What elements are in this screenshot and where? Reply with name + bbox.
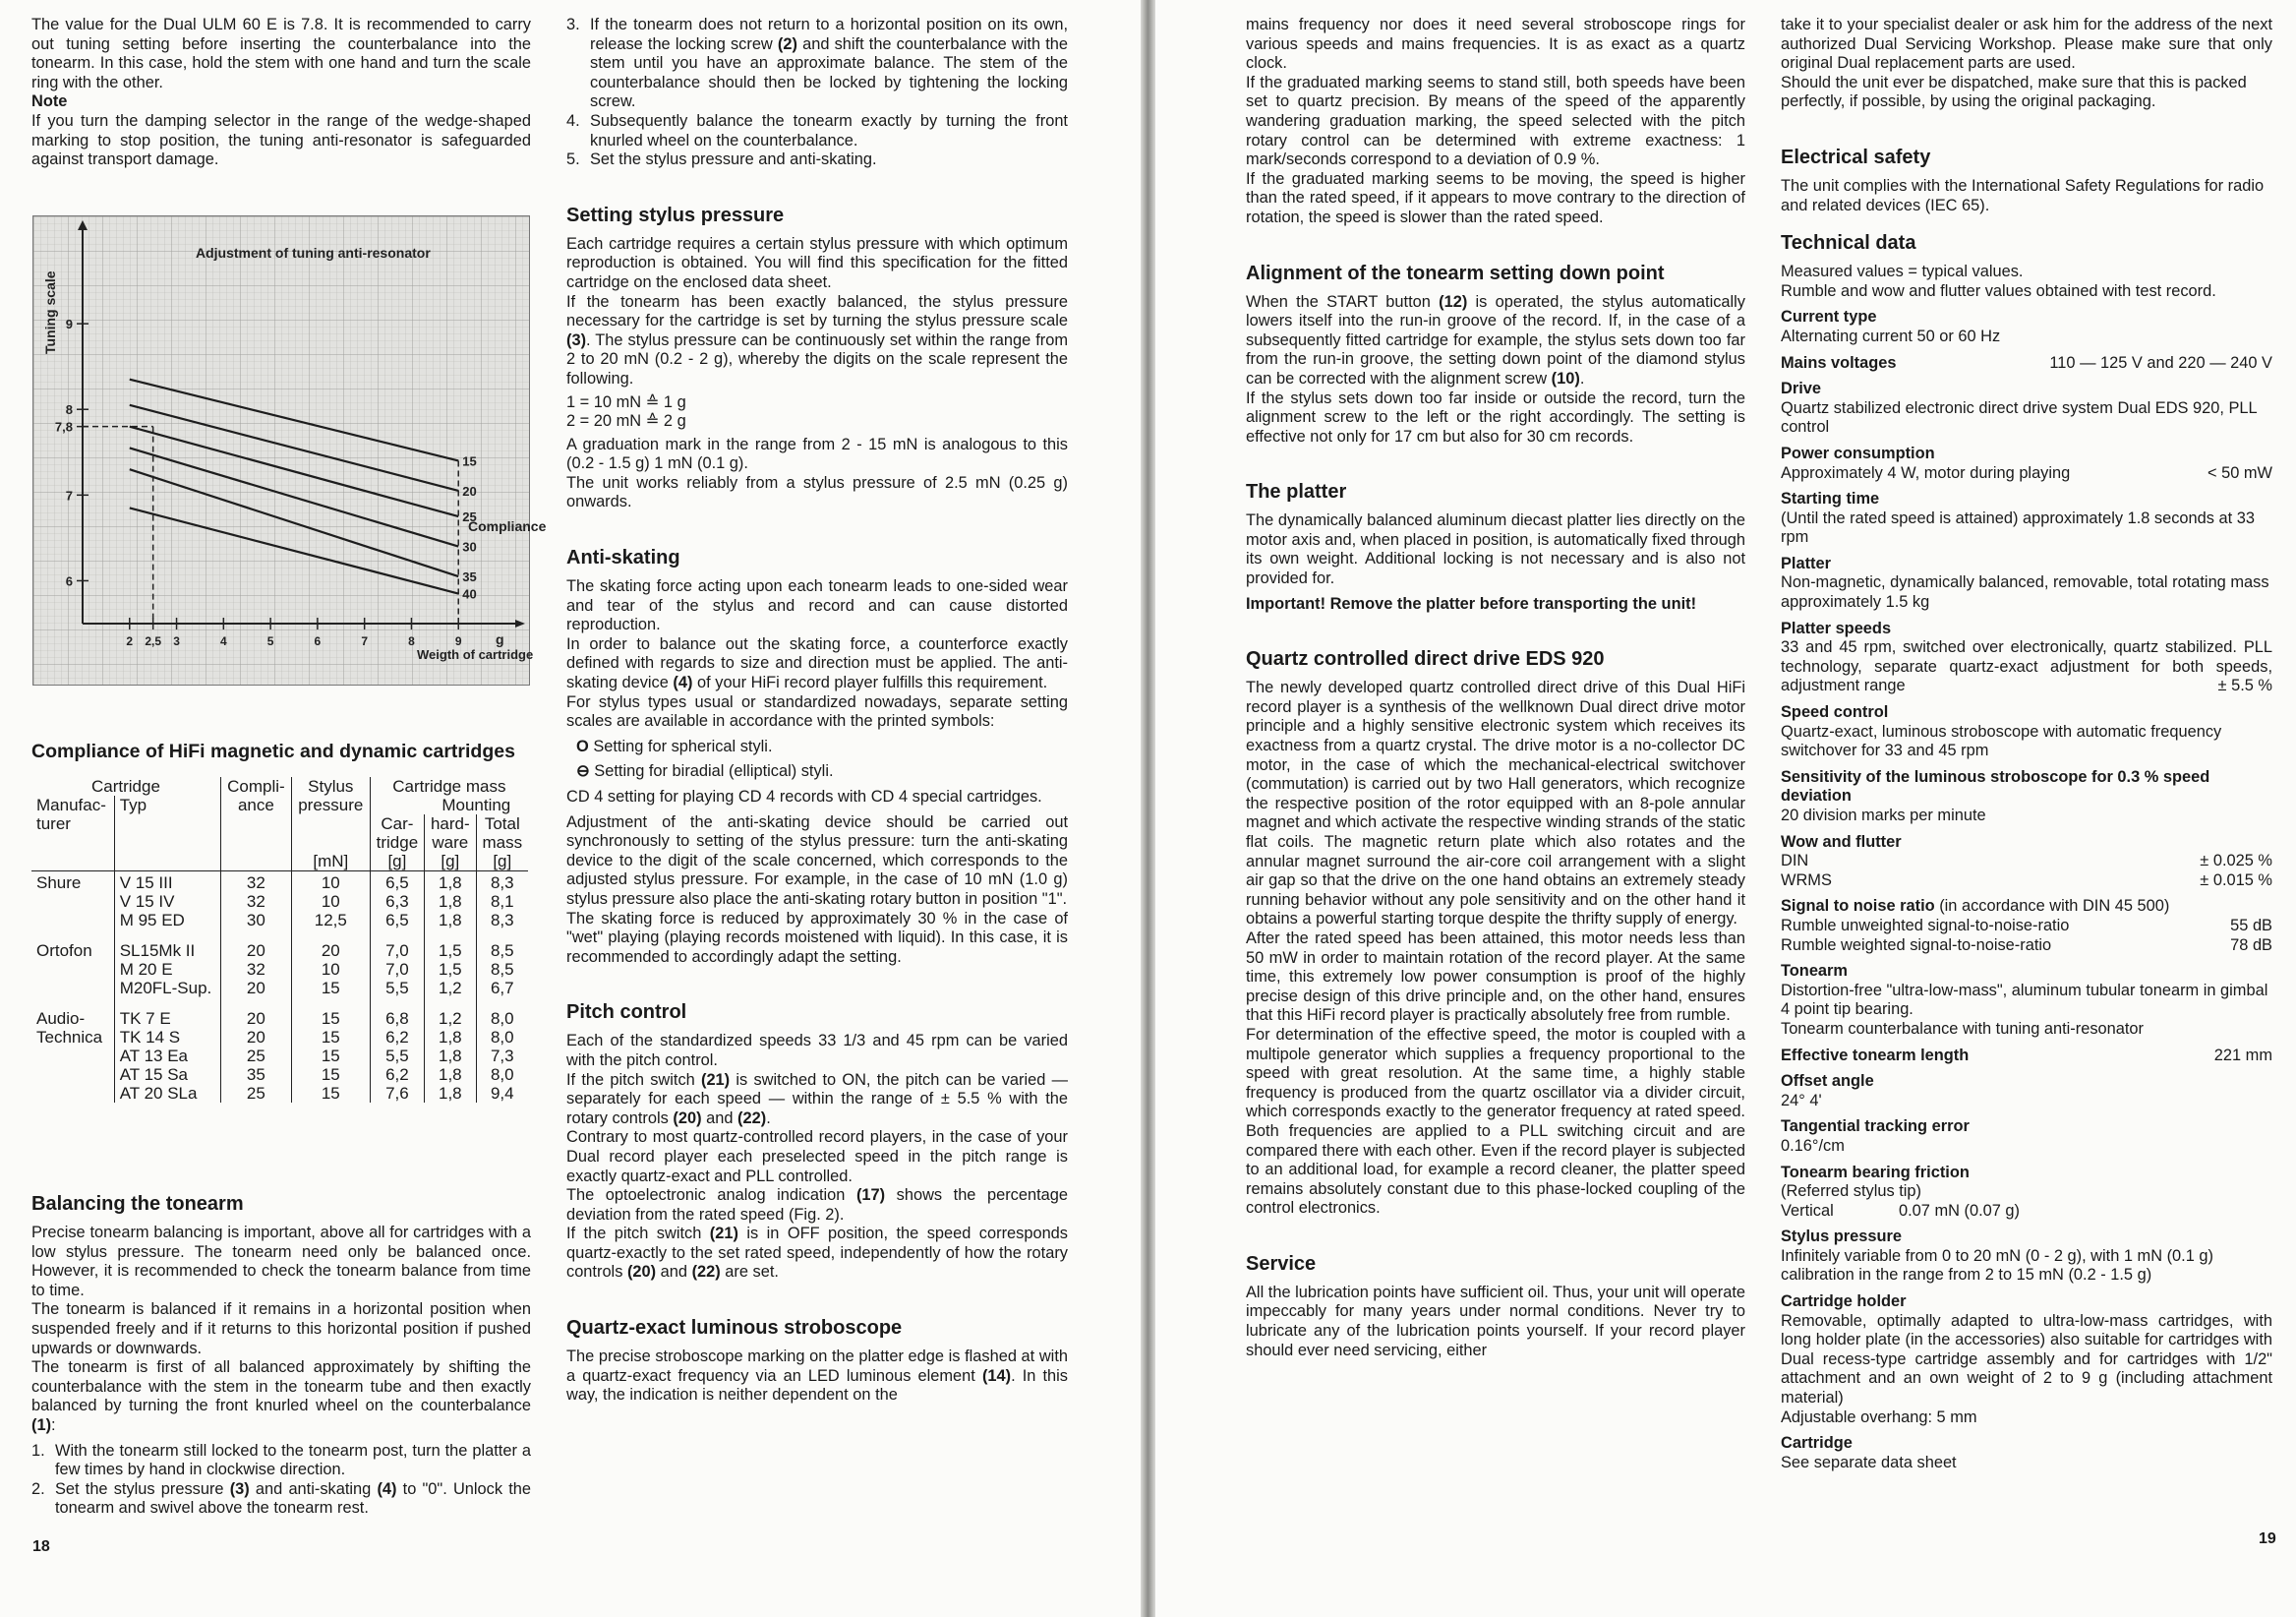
quartz-p3: For determination of the effective speed, the motor is coupled with a multipole generator which supplies a frequency proportional to the speed with great resolution. At the same time, a highly stable frequency is produced from the quartz oscillator via a divider circuit, which corresponds exactly to the generator frequency at rated speed. Both frequencies are applied to a PLL switching circuit and are compared there with each other. Even if the record player is subjected to an additional load, for example a record cleaner, the platter speed remains absolutely constant due to this phase-locked coupling of the control electronics. — [1246, 1025, 1745, 1218]
cell-hardware-mass: 1,2 — [425, 997, 476, 1028]
th-cartridge-mass: Cartridge mass — [392, 777, 506, 796]
service-p1: All the lubrication points have sufficient oil. Thus, your unit will operate impeccably for many years under normal conditions. Never try to lubricate any of the lubrication points yourself. If your record player should ever need servicing, either — [1246, 1283, 1745, 1359]
table-row — [31, 1028, 528, 1047]
cell-total-mass: 6,7 — [490, 979, 514, 997]
cell-typ: AT 20 SLa — [114, 1084, 220, 1103]
chart-x-unit: g — [496, 631, 504, 647]
snr-r2-label: Rumble weighted signal-to-noise-ratio — [1781, 935, 2052, 954]
unit-g-cartridge: [g] — [370, 852, 424, 871]
cell-stylus-pressure: 15 — [291, 1084, 370, 1103]
quartz-p1: The newly developed quartz controlled direct drive of this Dual HiFi record player is a synthesis of the wellknown Dual direct drive motor principle and a highly sensitive electronic system which receives its exactness from a quartz crystal. The drive motor is a no-collector DC motor, in the case of which the mechanical-electrical switchover (commutation) is carried out by two Hall generators, which recognize the respective position of the rotor equipped with an 8-pole annular magnet and which activate the respective winding strands of the static flat coils. The magnetic return plate which also rotates and the annular magnet surround the air-core coil arrangement with a slight air gap so that the drive on the one hand obtains an extremely steady running behavior without any pole sensitivity and on the other hand it obtains a powerful starting torque despite the thrifty supply of energy. — [1246, 679, 1745, 928]
table-row — [31, 1065, 528, 1084]
cell-total-mass: 8,0 — [490, 1028, 514, 1047]
stylus-p1: Each cartridge requires a certain stylus pressure with which optimum reproduction is obtained. You will find this specification for the fitted cartridge on the enclosed data sheet. — [566, 234, 1068, 291]
balancing-step-2: 2. Set the stylus pressure (3) and anti-skating (4) to "0". Unlock the tonearm and swivel above the tonearm rest. — [31, 1479, 532, 1518]
left-column-2 — [566, 16, 1068, 1406]
chart-series-label: 30 — [462, 539, 477, 555]
offset-value: 24° 4' — [1781, 1091, 1822, 1109]
cell-hardware-mass: 1,5 — [425, 960, 476, 979]
cell-manufacturer — [31, 960, 114, 979]
cell-cartridge-mass: 6,5 — [370, 871, 424, 893]
cell-cartridge-mass: 7,0 — [370, 960, 424, 979]
cell-compliance: 20 — [220, 997, 291, 1028]
cartridge-holder-value-2: Adjustable overhang: 5 mm — [1781, 1407, 1977, 1426]
strobe-cont-p3: If the graduated marking seems to be moving, the speed is higher than the rated speed, if it appears to move contrary to the direction of rotation, the speed is slower than the rated speed. — [1246, 169, 1745, 226]
power-row — [1781, 464, 2272, 484]
chart-series-label: 40 — [462, 586, 477, 602]
snr-header — [1781, 897, 2272, 917]
chart-series-label: 15 — [462, 453, 477, 469]
cell-total-mass: 9,4 — [490, 1084, 514, 1103]
chart-x-tick-label: 2,5 — [145, 634, 162, 648]
balancing-section — [31, 1192, 531, 1519]
cell-stylus-pressure: 15 — [291, 1028, 370, 1047]
stylus-p2: If the tonearm has been exactly balanced, the stylus pressure necessary for the cartridge is set by turning the stylus pressure scale (3). The stylus pressure can be continuously set within the range from 2 to 20 mN (0.2 - 2 g), whereby the digits on the scale represent the following. — [566, 292, 1068, 388]
pitch-heading: Pitch control — [566, 1001, 687, 1024]
chart-svg — [33, 216, 547, 685]
left-column-1 — [31, 16, 531, 170]
balancing-steps — [31, 1442, 531, 1519]
power-value: Approximately 4 W, motor during playing — [1781, 463, 2071, 482]
alignment-heading: Alignment of the tonearm setting down point — [1246, 262, 1665, 284]
stylus-eq-2: 2 = 20 mN ≙ 2 g — [566, 412, 686, 431]
cell-manufacturer: Technica — [31, 1028, 114, 1047]
tangential-label: Tangential tracking error — [1781, 1117, 1970, 1136]
th-mounting: Mounting — [442, 796, 511, 814]
quartz-drive-heading: Quartz controlled direct drive EDS 920 — [1246, 648, 1605, 671]
cell-hardware-mass: 1,8 — [425, 1065, 476, 1084]
cell-typ: M 95 ED — [114, 911, 220, 929]
offset-label: Offset angle — [1781, 1072, 1874, 1091]
wow-wrms-label: WRMS — [1781, 870, 1832, 889]
cell-cartridge-mass: 7,0 — [370, 929, 424, 960]
cell-total-mass: 8,5 — [490, 941, 514, 960]
platter-heading: The platter — [1246, 481, 1347, 504]
friction-vertical-label: Vertical — [1781, 1201, 1834, 1220]
stroboscope-heading: Quartz-exact luminous stroboscope — [566, 1317, 903, 1340]
cell-manufacturer — [31, 1065, 114, 1084]
chart-y-tick-label: 6 — [65, 573, 73, 589]
chart-y-tick-label: 7,8 — [54, 419, 73, 435]
balancing-heading: Balancing the tonearm — [31, 1193, 244, 1215]
cell-compliance: 25 — [220, 1084, 291, 1103]
platter-p1: The dynamically balanced aluminum diecast platter lies directly on the motor axis and, when placed in position, is automatically fixed through its own weight. Additional locking is not necessary and is also not provided for. — [1246, 511, 1745, 588]
cell-hardware-mass: 1,8 — [425, 1028, 476, 1047]
snr-r2-value: 78 dB — [2230, 935, 2272, 954]
table-row — [31, 1084, 528, 1103]
drive-value: Quartz stabilized electronic direct drive system Dual EDS 920, PLL control — [1781, 398, 2258, 437]
snr-r1-label: Rumble unweighted signal-to-noise-ratio — [1781, 916, 2070, 934]
sensitivity-value: 20 division marks per minute — [1781, 807, 1986, 824]
effective-length-value: 221 mm — [2213, 1046, 2272, 1064]
wow-wrms-row — [1781, 871, 2272, 891]
symbol-biradial: ⊖ Setting for biradial (elliptical) styli. — [576, 762, 834, 781]
snr-note: (in accordance with DIN 45 500) — [1939, 897, 2170, 916]
power-label: Power consumption — [1781, 444, 1935, 462]
anti-p5: The skating force is reduced by approximately 30 % in the case of "wet" playing (playing records moistened with liquid). In this case, it is recommended to accordingly adapt the setting. — [566, 909, 1068, 966]
wow-din-row — [1781, 852, 2272, 871]
current-type-value: Alternating current 50 or 60 Hz — [1781, 327, 2001, 345]
table-row — [31, 979, 528, 997]
unit-g-hardware: [g] — [425, 852, 476, 871]
tonearm-value: Distortion-free "ultra-low-mass", aluminum tubular tonearm in gimbal 4 point tip bearing. — [1781, 981, 2268, 1019]
chart-x-axis-label: Weigth of cartridge — [417, 647, 534, 662]
cell-manufacturer — [31, 1084, 114, 1103]
stylus-heading: Setting stylus pressure — [566, 204, 785, 226]
service-cont-p1: take it to your specialist dealer or ask him for the address of the next authorized Dual Servicing Workshop. Please make sure that only original Dual replacement parts are used. — [1781, 16, 2272, 73]
cell-manufacturer — [31, 979, 114, 997]
cell-cartridge-mass: 7,6 — [370, 1084, 424, 1103]
th-manufacturer: Manufac- turer — [31, 796, 114, 852]
balancing-step-4: 4. Subsequently balance the tonearm exactly by turning the front knurled wheel on the counterbalance. — [566, 111, 1068, 150]
cell-compliance: 32 — [220, 871, 291, 893]
table-row — [31, 892, 528, 911]
electrical-safety-p1: The unit complies with the International Safety Regulations for radio and related devices (IEC 65). — [1781, 176, 2265, 214]
cell-typ: SL15Mk II — [114, 929, 220, 960]
symbol-spherical: O Setting for spherical styli. — [576, 737, 773, 755]
cartridge-label: Cartridge — [1781, 1434, 1853, 1453]
cell-compliance: 32 — [220, 960, 291, 979]
th-cartridge-col: Car- tridge — [370, 814, 424, 852]
table-row — [31, 929, 528, 960]
chart-x-tick-label: 4 — [219, 634, 227, 648]
pitch-p2: If the pitch switch (21) is switched to ON, the pitch can be varied — separately for each speed — within the range of ± 5.5 % with the rotary controls (20) and (22). — [566, 1070, 1068, 1127]
cell-compliance: 35 — [220, 1065, 291, 1084]
tonearm-label: Tonearm — [1781, 962, 1849, 981]
wow-wrms-value: ± 0.015 % — [2200, 870, 2272, 889]
cell-compliance: 25 — [220, 1047, 291, 1065]
friction-note: (Referred stylus tip) — [1781, 1182, 1922, 1201]
speed-control-value: Quartz-exact, luminous stroboscope with automatic frequency switchover for 33 and 45 rpm — [1781, 722, 2222, 760]
book-gutter — [1141, 0, 1155, 1617]
cell-hardware-mass: 1,8 — [425, 911, 476, 929]
mains-voltages-row — [1781, 354, 2272, 374]
cell-compliance: 20 — [220, 929, 291, 960]
cell-hardware-mass: 1,8 — [425, 892, 476, 911]
cell-compliance: 30 — [220, 911, 291, 929]
chart-series-label: 35 — [462, 569, 477, 585]
cell-total-mass: 8,3 — [490, 873, 514, 892]
th-cartridge: Cartridge — [31, 777, 220, 796]
intro-paragraph: The value for the Dual ULM 60 E is 7.8. It is recommended to carry out tuning setting before inserting the counterbalance into the tonearm. In this case, hold the stem with one hand and turn the scale ring with the other. — [31, 16, 531, 91]
table-row — [31, 871, 528, 893]
anti-skating-heading: Anti-skating — [566, 547, 680, 569]
wow-label: Wow and flutter — [1781, 832, 1902, 851]
cell-manufacturer: Shure — [31, 871, 114, 893]
cell-total-mass: 7,3 — [490, 1047, 514, 1065]
chart-x-tick-label: 8 — [408, 634, 415, 648]
cell-total-mass: 8,0 — [490, 1009, 514, 1028]
balancing-p3: The tonearm is first of all balanced approximately by shifting the counterbalance with the stem in the tonearm tube and then exactly balanced by turning the front knurled wheel on the counterbalance (1): — [31, 1358, 531, 1434]
tangential-value: 0.16°/cm — [1781, 1136, 1845, 1155]
chart-x-tick-label: 5 — [266, 634, 274, 648]
chart-y-tick-label: 9 — [65, 317, 73, 332]
friction-label: Tonearm bearing friction — [1781, 1163, 1970, 1181]
cell-compliance: 20 — [220, 1028, 291, 1047]
power-value-2: < 50 mW — [2207, 463, 2272, 482]
symbol-cd4: CD 4 setting for playing CD 4 records with CD 4 special cartridges. — [566, 788, 1042, 806]
platter-speeds-range: ± 5.5 % — [2217, 677, 2272, 695]
strobe-cont-p2: If the graduated marking seems to stand still, both speeds have been set to quartz precision. By means of the speed of the apparently wandering graduation marking, the speed selected with the pitch rotary control can be determined with extreme exactness: 1 mark/seconds correspond to a deviation of 0.9 %. — [1246, 73, 1745, 169]
cell-compliance: 20 — [220, 979, 291, 997]
snr-row-1 — [1781, 917, 2272, 936]
cell-cartridge-mass: 5,5 — [370, 1047, 424, 1065]
stylus-p3: A graduation mark in the range from 2 - 15 mN is analogous to this (0.2 - 1.5 g) 1 mN (0.1 g). — [566, 435, 1068, 473]
cell-typ: AT 15 Sa — [114, 1065, 220, 1084]
drive-label: Drive — [1781, 380, 1822, 398]
cell-cartridge-mass: 6,8 — [370, 997, 424, 1028]
cell-stylus-pressure: 15 — [291, 1047, 370, 1065]
table-row — [31, 1047, 528, 1065]
chart-series-label: 20 — [462, 483, 477, 499]
compliance-table — [31, 777, 528, 1103]
table-header-row-1 — [31, 777, 528, 796]
cell-manufacturer — [31, 1047, 114, 1065]
stylus-pressure-label: Stylus pressure — [1781, 1228, 1902, 1246]
wow-din-label: DIN — [1781, 852, 1809, 870]
tech-intro-2: Rumble and wow and flutter values obtained with test record. — [1781, 281, 2216, 300]
platter-speeds-label: Platter speeds — [1781, 619, 1892, 637]
sensitivity-label: Sensitivity of the luminous stroboscope for 0.3 % speed deviation — [1781, 767, 2210, 806]
right-column-2 — [1781, 16, 2272, 1472]
cell-typ: AT 13 Ea — [114, 1047, 220, 1065]
cell-cartridge-mass: 5,5 — [370, 979, 424, 997]
table-row — [31, 997, 528, 1028]
platter-value: Non-magnetic, dynamically balanced, removable, total rotating mass approximately 1.5 kg — [1781, 573, 2269, 612]
snr-r1-value: 55 dB — [2230, 916, 2272, 934]
service-cont-p2: Should the unit ever be dispatched, make sure that this is packed perfectly, if possible, by using the original packaging. — [1781, 73, 2247, 111]
pitch-p4: The optoelectronic analog indication (17) shows the percentage deviation from the rated speed (Fig. 2). — [566, 1186, 1068, 1224]
spherical-symbol-icon: O — [576, 737, 589, 755]
table-row — [31, 911, 528, 929]
chart-x-tick-label: 2 — [126, 634, 134, 648]
cell-stylus-pressure: 15 — [291, 979, 370, 997]
right-page — [1155, 0, 2296, 1617]
snr-row-2 — [1781, 936, 2272, 956]
table-body — [31, 871, 528, 1104]
cell-cartridge-mass: 6,5 — [370, 911, 424, 929]
chart-x-tick-label: 3 — [173, 634, 180, 648]
cell-hardware-mass: 1,8 — [425, 1047, 476, 1065]
friction-vertical-value: 0.07 mN (0.07 g) — [1899, 1201, 2020, 1220]
table-heading: Compliance of HiFi magnetic and dynamic cartridges — [31, 741, 515, 762]
cell-stylus-pressure: 12,5 — [291, 911, 370, 929]
cell-total-mass: 8,1 — [490, 892, 514, 911]
right-column-1 — [1246, 16, 1745, 1360]
chart-compliance-label: Compliance — [468, 518, 547, 534]
table-unit-row — [31, 852, 528, 871]
anti-p2: In order to balance out the skating force, a counterforce exactly defined with regards to size and direction must be applied. The anti-skating device (4) of your HiFi record player fulfills this requirement. — [566, 634, 1068, 692]
cell-hardware-mass: 1,8 — [425, 1084, 476, 1103]
cell-manufacturer — [31, 911, 114, 929]
platter-important: Important! Remove the platter before transporting the unit! — [1246, 594, 1697, 613]
pitch-p5: If the pitch switch (21) is in OFF position, the speed corresponds quartz-exactly to the set rated speed, independently of how the rotary controls (20) and (22) are set. — [566, 1225, 1068, 1282]
effective-length-row — [1781, 1047, 2272, 1066]
left-page — [0, 0, 1141, 1617]
cell-typ: V 15 IV — [114, 892, 220, 911]
stylus-eq-1: 1 = 10 mN ≙ 1 g — [566, 392, 686, 411]
chart-y-tick-label: 8 — [65, 402, 73, 418]
cell-cartridge-mass: 6,2 — [370, 1065, 424, 1084]
balancing-p2: The tonearm is balanced if it remains in a horizontal position when suspended freely and if it returns to this horizontal position if pushed upwards or downwards. — [31, 1300, 531, 1357]
alignment-p1: When the START button (12) is operated, the stylus automatically lowers itself into the run-in groove of the record. If, in the case of a subsequently fitted cartridge for example, the stylus sets down too far from the run-in groove, the setting down point of the diamond stylus can be corrected with the alignment screw (10). — [1246, 292, 1745, 388]
effective-length-label: Effective tonearm length — [1781, 1046, 1970, 1064]
cell-stylus-pressure: 15 — [291, 997, 370, 1028]
alignment-p2: If the stylus sets down too far inside or outside the record, turn the alignment screw to the left or the right accordingly. The setting is effective not only for 17 cm but also for 30 cm records. — [1246, 389, 1745, 446]
cell-hardware-mass: 1,2 — [425, 979, 476, 997]
pitch-p3: Contrary to most quartz-controlled record players, in the case of your Dual record player each preselected speed in the pitch range is exactly quartz-exact and PLL controlled. — [566, 1128, 1068, 1185]
starting-time-label: Starting time — [1781, 490, 1880, 509]
th-typ: Typ — [114, 796, 220, 852]
balancing-p1: Precise tonearm balancing is important, above all for cartridges with a low stylus pressure. The tonearm need only be balanced once. However, it is recommended to check the tonearm balance from time to time. — [31, 1224, 531, 1299]
cell-typ: TK 14 S — [114, 1028, 220, 1047]
th-hardware: hard- ware — [425, 814, 476, 852]
chart-y-tick-label: 7 — [65, 488, 73, 504]
anti-p3: For stylus types usual or standardized nowadays, separate setting scales are available in accordance with the printed symbols: — [566, 692, 1068, 731]
cell-typ: TK 7 E — [114, 997, 220, 1028]
mains-voltages-label: Mains voltages — [1781, 353, 1897, 372]
technical-data-heading: Technical data — [1781, 232, 1916, 255]
electrical-safety-heading: Electrical safety — [1781, 146, 1931, 168]
stroboscope-p1: The precise stroboscope marking on the platter edge is flashed at with a quartz-exact frequency via an LED luminous element (14). In this way, the indication is neither dependent on the — [566, 1348, 1068, 1405]
unit-mn: [mN] — [291, 852, 370, 871]
unit-g-total: [g] — [476, 852, 528, 871]
cell-stylus-pressure: 10 — [291, 960, 370, 979]
cell-manufacturer: Ortofon — [31, 929, 114, 960]
chart-x-tick-label: 7 — [361, 634, 369, 648]
cell-hardware-mass: 1,5 — [425, 929, 476, 960]
cell-manufacturer — [31, 892, 114, 911]
wow-din-value: ± 0.025 % — [2200, 852, 2272, 870]
pitch-p1: Each of the standardized speeds 33 1/3 and 45 rpm can be varied with the pitch control. — [566, 1032, 1068, 1069]
chart-x-tick-label: 6 — [314, 634, 322, 648]
platter-label: Platter — [1781, 554, 1832, 572]
cell-total-mass: 8,0 — [490, 1065, 514, 1084]
note-heading: Note — [31, 92, 68, 111]
starting-time-value: (Until the rated speed is attained) approximately 1.8 seconds at 33 rpm — [1781, 509, 2255, 547]
cell-total-mass: 8,3 — [490, 911, 514, 929]
table-row — [31, 960, 528, 979]
cell-stylus-pressure: 15 — [291, 1065, 370, 1084]
balancing-step-1: 1. With the tonearm still locked to the tonearm post, turn the platter a few times by hand in clockwise direction. — [31, 1441, 531, 1479]
cell-manufacturer: Audio- — [31, 997, 114, 1028]
chart-grid-coarse — [33, 216, 529, 685]
th-stylus-pressure: Stylus pressure — [291, 777, 370, 814]
cartridge-holder-label: Cartridge holder — [1781, 1292, 1907, 1311]
cell-stylus-pressure: 10 — [291, 871, 370, 893]
cell-total-mass: 8,5 — [490, 960, 514, 979]
anti-p4: Adjustment of the anti-skating device should be carried out synchronously to setting of the stylus pressure: turn the anti-skating device to the digit of the scale concerned, which corresponds to the adjusted stylus pressure. For example, in the case of 10 mN (1.0 g) stylus pressure also place the anti-skating rotary button in position "1". — [566, 812, 1068, 908]
stylus-pressure-value: Infinitely variable from 0 to 20 mN (0 - 2 g), with 1 mN (0.1 g) calibration in the range from 2 to 15 mN (0.2 - 1.5 g) — [1781, 1246, 2213, 1285]
platter-speeds-value: 33 and 45 rpm, switched over electronically, quartz stabilized. PLL technology, separate quartz-exact adjustment for both speeds, adjustment range ± 5.5 % — [1781, 638, 2272, 695]
cell-typ: M 20 E — [114, 960, 220, 979]
chart-x-tick-label: 9 — [454, 634, 462, 648]
cell-compliance: 32 — [220, 892, 291, 911]
cartridge-value: See separate data sheet — [1781, 1453, 1957, 1471]
snr-label: Signal to noise ratio — [1781, 897, 1935, 916]
strobe-cont-p1: mains frequency nor does it need several stroboscope rings for various speeds and mains frequencies. It is as exact as a quartz clock. — [1246, 16, 1745, 73]
page-number-right: 19 — [2259, 1530, 2276, 1547]
chart-series-label: 25 — [462, 509, 477, 525]
friction-vertical-row — [1781, 1202, 2272, 1222]
anti-resonator-chart — [32, 215, 547, 686]
cartridge-holder-value: Removable, optimally adapted to ultra-low-mass cartridges, with long holder plate (in the accessories) also suitable for cartridges with Dual recess-type cartridge assembly and for cartridges with 1/2" attachment and an own weight of 2 to 9 g (including attachment material) — [1781, 1311, 2272, 1407]
compliance-table-section — [31, 740, 533, 1103]
note-text: If you turn the damping selector in the range of the wedge-shaped marking to stop position, the tuning anti-resonator is safeguarded against transport damage. — [31, 111, 531, 169]
page-number-left: 18 — [32, 1538, 50, 1555]
cell-typ: V 15 III — [114, 871, 220, 893]
cell-stylus-pressure: 20 — [291, 929, 370, 960]
biradial-symbol-icon: ⊖ — [576, 762, 590, 781]
th-total-mass: Total mass — [482, 814, 523, 852]
tech-intro-1: Measured values = typical values. — [1781, 263, 2024, 281]
balancing-steps-cont — [566, 16, 1068, 170]
anti-p1: The skating force acting upon each tonearm leads to one-sided wear and tear of the stylus and record and can cause distorted reproduction. — [566, 577, 1068, 634]
balancing-step-3: 3. If the tonearm does not return to a horizontal position on its own, release the locking screw (2) and shift the counterbalance with the stem until you have an approximate balance. The stem of the counterbalance should then be locked by tightening the locking screw. — [566, 16, 1068, 111]
quartz-p2: After the rated speed has been attained, this motor needs less than 50 mW in order to maintain rotation of the record player. At the same time, this extremely low power consumption is proof of the highly precise design of this drive principle and, on the other hand, ensures that this HiFi record player is practically absolutely free from rumble. — [1246, 928, 1745, 1025]
balancing-step-5: 5. Set the stylus pressure and anti-skating. — [566, 150, 877, 169]
th-compliance: Compli- ance — [220, 777, 291, 814]
stylus-p4: The unit works reliably from a stylus pressure of 2.5 mN (0.25 g) onwards. — [566, 473, 1068, 511]
cell-hardware-mass: 1,8 — [425, 871, 476, 893]
chart-y-axis-label: Tuning scale — [42, 270, 58, 354]
cell-stylus-pressure: 10 — [291, 892, 370, 911]
mains-voltages-value: 110 — 125 V and 220 — 240 V — [2049, 353, 2272, 372]
tonearm-value-2: Tonearm counterbalance with tuning anti-resonator — [1781, 1019, 2145, 1038]
cell-cartridge-mass: 6,3 — [370, 892, 424, 911]
cell-cartridge-mass: 6,2 — [370, 1028, 424, 1047]
cell-typ: M20FL-Sup. — [114, 979, 220, 997]
chart-title: Adjustment of tuning anti-resonator — [196, 245, 431, 261]
current-type-label: Current type — [1781, 308, 1877, 327]
service-heading: Service — [1246, 1252, 1317, 1275]
speed-control-label: Speed control — [1781, 703, 1889, 722]
